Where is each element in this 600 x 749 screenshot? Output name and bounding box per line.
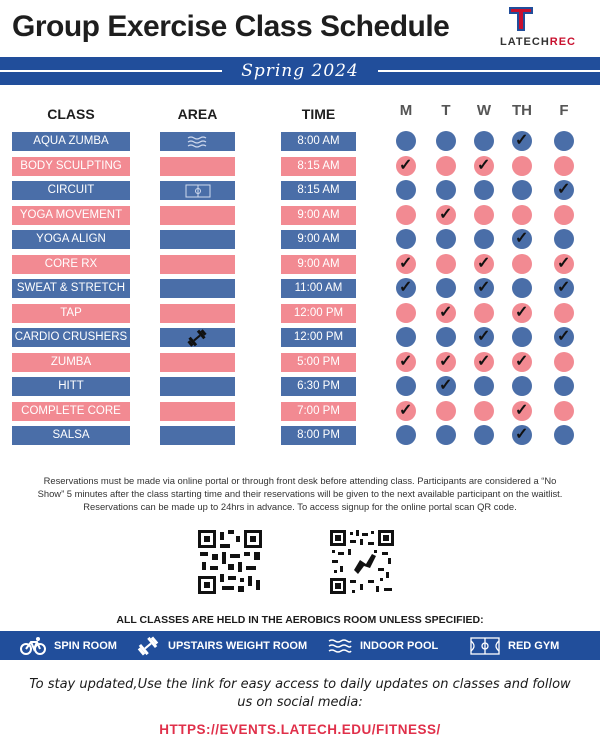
- checkmark-icon: ✓: [557, 254, 571, 272]
- day-dot: [512, 205, 532, 225]
- checkmark-icon: ✓: [557, 328, 571, 345]
- class-area: [160, 157, 235, 176]
- upstairs-weight-room-icon: [136, 636, 160, 656]
- day-dot: [474, 303, 494, 323]
- scheduled-day-check-icon: [512, 131, 532, 151]
- day-dot: [512, 156, 532, 176]
- class-time: 12:00 PM: [281, 304, 356, 323]
- class-name: ZUMBA: [12, 353, 130, 372]
- scheduled-day-check-icon: [512, 303, 532, 323]
- scheduled-day-check-icon: [512, 425, 532, 445]
- checkmark-icon: ✓: [399, 401, 413, 419]
- day-dot: [554, 352, 574, 372]
- scheduled-day-check-icon: [554, 180, 574, 200]
- class-time: 9:00 AM: [281, 255, 356, 274]
- page-title: Group Exercise Class Schedule: [12, 10, 450, 43]
- day-dot: [436, 180, 456, 200]
- class-time: 6:30 PM: [281, 377, 356, 396]
- day-dot: [554, 205, 574, 225]
- checkmark-icon: ✓: [399, 156, 413, 174]
- checkmark-icon: ✓: [515, 426, 529, 443]
- checkmark-icon: ✓: [515, 303, 529, 321]
- class-name: YOGA MOVEMENT: [12, 206, 130, 225]
- day-dot: [554, 229, 574, 249]
- area-legend: [0, 631, 600, 660]
- class-column-header: CLASS: [47, 106, 95, 122]
- scheduled-day-check-icon: [512, 352, 532, 372]
- legend-label: INDOOR POOL: [360, 639, 439, 652]
- day-dot: [396, 205, 416, 225]
- day-header-th: TH: [512, 102, 532, 119]
- class-time: 12:00 PM: [281, 328, 356, 347]
- checkmark-icon: ✓: [515, 401, 529, 419]
- day-dot: [436, 254, 456, 274]
- legend-label: RED GYM: [508, 639, 560, 652]
- scheduled-day-check-icon: [436, 376, 456, 396]
- day-dot: [512, 327, 532, 347]
- day-dot: [396, 327, 416, 347]
- class-time: 9:00 AM: [281, 206, 356, 225]
- checkmark-icon: ✓: [477, 279, 491, 296]
- area-column-header: AREA: [177, 106, 218, 122]
- class-time: 8:15 AM: [281, 157, 356, 176]
- scheduled-day-check-icon: [554, 278, 574, 298]
- class-time: 9:00 AM: [281, 230, 356, 249]
- scheduled-day-check-icon: [436, 205, 456, 225]
- day-dot: [396, 180, 416, 200]
- reservation-notice: Reservations must be made via online portal or through front desk before attending class. Participants are considered a “No Show” 5 minutes after the class starting time and their reservations will be given to the next available participant on the waitlist. Reservations can be made up to 24hrs in advance. To access signup for the online portal scan QR code.: [37, 475, 563, 512]
- scheduled-day-check-icon: [554, 254, 574, 274]
- checkmark-icon: ✓: [439, 205, 453, 223]
- scheduled-day-check-icon: [474, 156, 494, 176]
- footer-text: To stay updated,Use the link for easy access to daily updates on classes and follow us on social media:: [29, 677, 571, 710]
- legend-upstairs-weight-room: [136, 631, 307, 660]
- day-dot: [474, 229, 494, 249]
- day-dot: [554, 401, 574, 421]
- season-label: Spring 2024: [222, 58, 378, 84]
- logo-text: LATECHREC: [499, 36, 577, 48]
- day-dot: [474, 205, 494, 225]
- day-dot: [436, 425, 456, 445]
- checkmark-icon: ✓: [557, 181, 571, 198]
- day-dot: [436, 401, 456, 421]
- legend-label: UPSTAIRS WEIGHT ROOM: [168, 639, 308, 652]
- time-column-header: TIME: [301, 106, 336, 122]
- legend-spin-room: [20, 631, 117, 660]
- scheduled-day-check-icon: [474, 254, 494, 274]
- scheduled-day-check-icon: [436, 352, 456, 372]
- latech-t-icon: [508, 6, 534, 32]
- scheduled-day-check-icon: [554, 327, 574, 347]
- class-name: AQUA ZUMBA: [12, 132, 130, 151]
- day-dot: [474, 401, 494, 421]
- scheduled-day-check-icon: [474, 278, 494, 298]
- class-area: [160, 377, 235, 396]
- day-dot: [396, 229, 416, 249]
- legend-indoor-pool: [328, 631, 438, 660]
- class-name: CIRCUIT: [12, 181, 130, 200]
- spin-room-icon: [20, 637, 46, 655]
- class-area: [160, 255, 235, 274]
- scheduled-day-check-icon: [512, 401, 532, 421]
- checkmark-icon: ✓: [515, 230, 529, 247]
- class-area: [160, 132, 235, 151]
- checkmark-icon: ✓: [515, 352, 529, 370]
- scheduled-day-check-icon: [396, 352, 416, 372]
- day-dot: [554, 131, 574, 151]
- scheduled-day-check-icon: [474, 327, 494, 347]
- day-dot: [436, 131, 456, 151]
- class-name: SWEAT & STRETCH: [12, 279, 130, 298]
- scheduled-day-check-icon: [512, 229, 532, 249]
- class-name: HITT: [12, 377, 130, 396]
- day-dot: [396, 376, 416, 396]
- day-dot: [512, 376, 532, 396]
- checkmark-icon: ✓: [439, 352, 453, 370]
- class-name: CARDIO CRUSHERS: [12, 328, 130, 347]
- class-name: CORE RX: [12, 255, 130, 274]
- class-area: [160, 402, 235, 421]
- day-header-t: T: [441, 102, 451, 119]
- scheduled-day-check-icon: [396, 278, 416, 298]
- day-dot: [512, 278, 532, 298]
- checkmark-icon: ✓: [477, 352, 491, 370]
- day-dot: [436, 278, 456, 298]
- day-header-m: M: [399, 102, 413, 119]
- qr-code-icon[interactable]: [330, 530, 394, 594]
- checkmark-icon: ✓: [515, 132, 529, 149]
- class-time: 7:00 PM: [281, 402, 356, 421]
- day-dot: [436, 327, 456, 347]
- indoor-pool-icon: [160, 132, 235, 151]
- class-name: SALSA: [12, 426, 130, 445]
- class-area: [160, 426, 235, 445]
- day-dot: [474, 376, 494, 396]
- indoor-pool-icon: [328, 638, 352, 654]
- day-dot: [396, 131, 416, 151]
- scheduled-day-check-icon: [474, 352, 494, 372]
- scheduled-day-check-icon: [396, 156, 416, 176]
- upstairs-weight-room-icon: [160, 328, 235, 347]
- checkmark-icon: ✓: [439, 377, 453, 394]
- day-dot: [474, 425, 494, 445]
- checkmark-icon: ✓: [557, 279, 571, 296]
- class-name: YOGA ALIGN: [12, 230, 130, 249]
- class-name: TAP: [12, 304, 130, 323]
- checkmark-icon: ✓: [477, 254, 491, 272]
- day-dot: [512, 180, 532, 200]
- day-dot: [474, 131, 494, 151]
- class-name: BODY SCULPTING: [12, 157, 130, 176]
- class-time: 8:15 AM: [281, 181, 356, 200]
- day-dot: [436, 156, 456, 176]
- red-gym-icon: [470, 637, 500, 655]
- class-area: [160, 230, 235, 249]
- class-area: [160, 353, 235, 372]
- areas-note: ALL CLASSES ARE HELD IN THE AEROBICS ROOM UNLESS SPECIFIED:: [116, 614, 484, 626]
- red-gym-icon: [160, 181, 235, 200]
- checkmark-icon: ✓: [477, 156, 491, 174]
- day-dot: [396, 425, 416, 445]
- class-area: [160, 206, 235, 225]
- class-name: COMPLETE CORE: [12, 402, 130, 421]
- class-area: [160, 328, 235, 347]
- qr-code-icon[interactable]: [198, 530, 262, 594]
- day-header-f: F: [559, 102, 569, 119]
- class-time: 8:00 PM: [281, 426, 356, 445]
- fitness-link[interactable]: HTTPS://EVENTS.LATECH.EDU/FITNESS/: [159, 722, 441, 737]
- latech-rec-logo: [488, 6, 588, 50]
- scheduled-day-check-icon: [436, 303, 456, 323]
- scheduled-day-check-icon: [396, 254, 416, 274]
- checkmark-icon: ✓: [399, 279, 413, 296]
- class-area: [160, 181, 235, 200]
- class-area: [160, 279, 235, 298]
- class-area: [160, 304, 235, 323]
- day-dot: [554, 156, 574, 176]
- class-time: 5:00 PM: [281, 353, 356, 372]
- legend-red-gym: [470, 631, 559, 660]
- day-dot: [436, 229, 456, 249]
- day-dot: [474, 180, 494, 200]
- day-dot: [554, 376, 574, 396]
- class-time: 8:00 AM: [281, 132, 356, 151]
- day-dot: [512, 254, 532, 274]
- scheduled-day-check-icon: [396, 401, 416, 421]
- checkmark-icon: ✓: [399, 254, 413, 272]
- day-dot: [396, 303, 416, 323]
- day-header-w: W: [476, 102, 492, 119]
- class-time: 11:00 AM: [281, 279, 356, 298]
- day-dot: [554, 303, 574, 323]
- checkmark-icon: ✓: [399, 352, 413, 370]
- day-dot: [554, 425, 574, 445]
- checkmark-icon: ✓: [439, 303, 453, 321]
- checkmark-icon: ✓: [477, 328, 491, 345]
- legend-label: SPIN ROOM: [54, 639, 117, 652]
